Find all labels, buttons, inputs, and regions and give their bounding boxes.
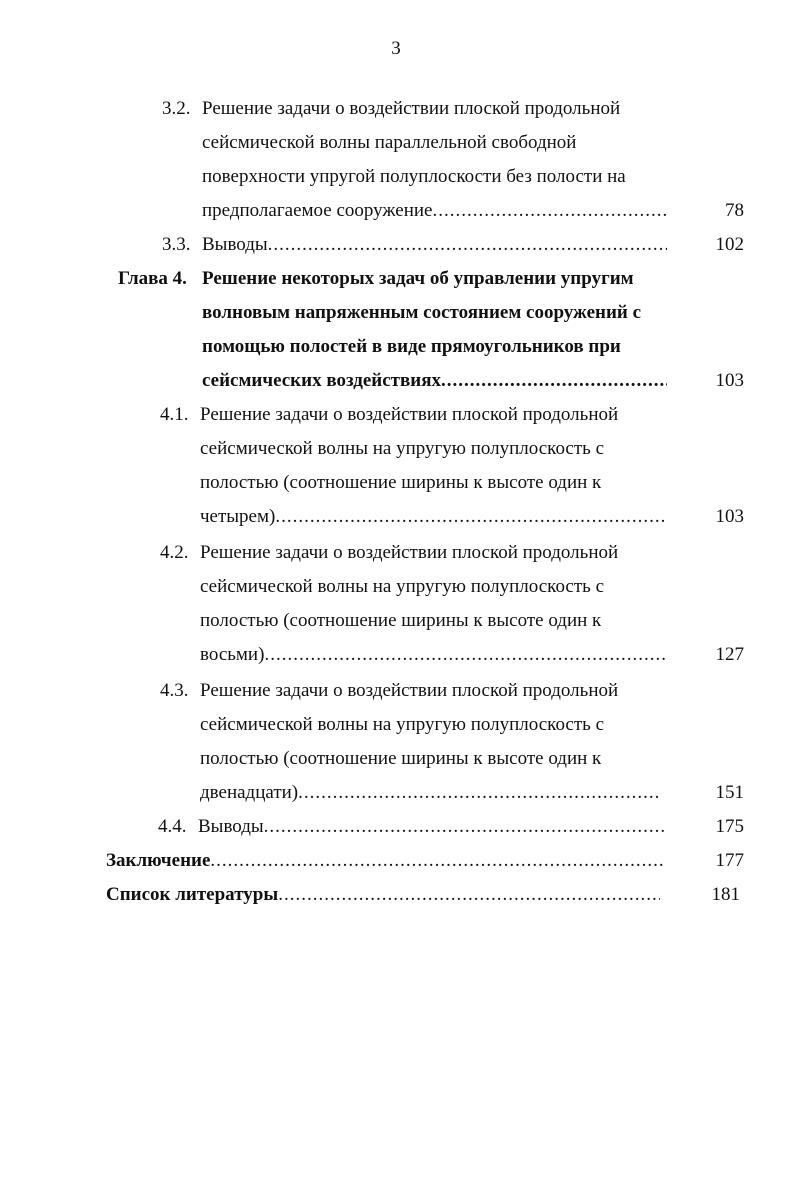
section-number: 4.2.	[160, 542, 189, 563]
conclusion-title: Заключение	[106, 850, 211, 871]
section-number: 4.4.	[158, 816, 187, 837]
section-title-line: полостью (соотношение ширины к высоте один к	[200, 748, 602, 769]
bibliography-title: Список литературы	[106, 884, 279, 905]
section-title-line: сейсмической волны на упругую полуплоскость с	[200, 438, 605, 459]
section-title-last-line: четырем)	[200, 506, 276, 527]
section-number: 4.1.	[160, 404, 189, 425]
bibliography-leader	[106, 878, 660, 912]
page-ref: 103	[715, 506, 744, 527]
page-number: 3	[391, 38, 401, 59]
page-ref: 127	[715, 644, 744, 665]
page-ref: 177	[715, 850, 744, 871]
section-title-last-line: предполагаемое сооружение	[202, 200, 433, 221]
section-title-last-line: восьми)	[200, 644, 265, 665]
section-title-leader	[202, 194, 667, 228]
section-title-leader	[202, 228, 667, 262]
chapter-number: Глава 4.	[118, 268, 187, 289]
page-ref: 181	[711, 884, 740, 905]
conclusion-leader	[106, 844, 664, 878]
section-title-leader	[198, 810, 664, 844]
chapter-title-line: Решение некоторых задач об управлении упругим	[202, 268, 634, 289]
section-title-last-line: Выводы	[198, 816, 264, 837]
section-title-line: Решение задачи о воздействии плоской продольной	[200, 542, 619, 563]
section-number: 3.3.	[162, 234, 191, 255]
page-ref: 151	[715, 782, 744, 803]
page-ref: 102	[715, 234, 744, 255]
section-title-line: полостью (соотношение ширины к высоте один к	[200, 610, 602, 631]
section-title-line: Решение задачи о воздействии плоской продольной	[200, 680, 619, 701]
section-title-line: сейсмической волны на упругую полуплоскость с	[200, 576, 605, 597]
section-title-last-line: двенадцати)	[200, 782, 299, 803]
section-title-leader	[200, 638, 667, 672]
section-number: 3.2.	[162, 98, 191, 119]
section-title-line: Решение задачи о воздействии плоской продольной	[200, 404, 619, 425]
section-number: 4.3.	[160, 680, 189, 701]
section-title-line: сейсмической волны параллельной свободной	[202, 132, 577, 153]
section-title-last-line: Выводы	[202, 234, 268, 255]
page-ref: 175	[715, 816, 744, 837]
page-ref: 78	[725, 200, 744, 221]
section-title-line: Решение задачи о воздействии плоской продольной	[202, 98, 621, 119]
page-ref: 103	[715, 370, 744, 391]
chapter-title-last-line: сейсмических воздействиях	[202, 370, 441, 391]
section-title-line: полостью (соотношение ширины к высоте один к	[200, 472, 602, 493]
section-title-line: сейсмической волны на упругую полуплоскость с	[200, 714, 605, 735]
chapter-title-line: помощью полостей в виде прямоугольников при	[202, 336, 621, 357]
chapter-title-line: волновым напряженным состоянием сооружений с	[202, 302, 642, 323]
chapter-title-leader	[202, 364, 667, 398]
section-title-leader	[200, 500, 667, 534]
section-title-leader	[200, 776, 660, 810]
section-title-line: поверхности упругой полуплоскости без полости на	[202, 166, 626, 187]
